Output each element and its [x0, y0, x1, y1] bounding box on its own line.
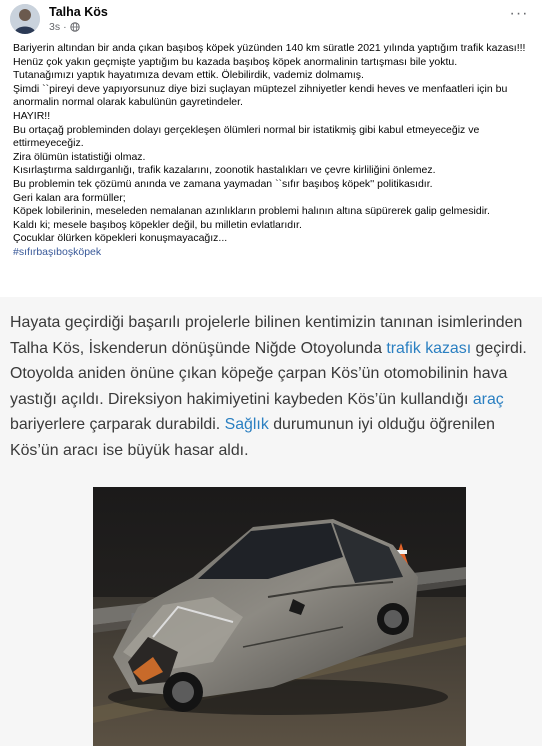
post-paragraph: Bu problemin tek çözümü anında ve zamana yaymadan ``sıfır başıboş köpek'' politikasıdır. — [13, 177, 433, 190]
post-paragraph: HAYIR!! — [13, 109, 51, 122]
globe-icon — [70, 22, 80, 32]
shared-article-screenshot — [0, 297, 542, 746]
post-paragraph: Şimdi ``pireyi deve yapıyorsunuz diye bizi suçlayan müptezel zihniyetler kendi heves ve menfaatleri için bu anormalin normal olarak kabulünün gayretindeler. — [13, 82, 508, 109]
crashed-car-photo — [93, 487, 466, 746]
post-paragraph: Bariyerin altından bir anda çıkan başıboş köpek yüzünden 140 km süratle 2021 yılında yaptığım trafik kazası!!! — [13, 42, 526, 54]
crashed-car-illustration — [93, 487, 466, 746]
post-paragraph: Henüz çok yakın geçmişte yaptığım bu kazada başıboş köpek anormalinin tartışması bile yoktu. — [13, 55, 458, 68]
meta-separator: · — [63, 21, 67, 33]
post-paragraph: Köpek lobilerinin, meseleden nemalanan azınlıkların problemi halının altına süpürerek galip gelmesidir. — [13, 205, 490, 218]
more-dots-icon: ··· — [509, 5, 529, 22]
author-name[interactable]: Talha Kös — [49, 5, 108, 19]
post-text — [13, 42, 533, 260]
link-trafik-kazasi[interactable]: trafik kazası — [386, 339, 472, 357]
avatar-image — [10, 4, 40, 34]
post-paragraph: Bu ortaçağ probleminden dolayı gerçekleşen ölümleri normal bir istatikmiş gibi kabul etmeyeceğiz ve ettirmeyeceğiz. — [13, 123, 480, 150]
post-paragraph: Kaldı ki; mesele başıboş köpekler değil, bu milletin evlatlarıdır. — [13, 218, 302, 231]
article-text-segment: Hayata geçirdiği başarılı projelerle bilinen kentimizin tanınan isimlerinden Talha Kös, İskenderun dönüşünde Niğde Otoyolunda — [10, 314, 523, 357]
hashtag-link[interactable]: #sıfırbaşıboşköpek — [13, 245, 102, 258]
post-paragraph: Çocuklar ölürken köpekleri konuşmayacağız... — [13, 232, 228, 245]
post-paragraph: Kısırlaştırma saldırganlığı, trafik kazalarını, zoonotik hastalıkları ve çevre kirliliğini önlemez. — [13, 164, 436, 177]
post-time[interactable]: 3s — [49, 21, 61, 33]
more-options-button[interactable] — [508, 5, 530, 23]
post-paragraph: Tutanağımızı yaptık hayatımıza devam ettik. Ölebilirdik, vademiz dolmamış. — [13, 69, 364, 82]
article-text-segment: durumunun iyi olduğu öğrenilen Kös’ün aracı ise büyük hasar aldı. — [10, 416, 495, 459]
post-paragraph: Geri kalan ara formüller; — [13, 191, 126, 204]
article-text-segment: bariyerlere çarparak durabildi. — [10, 416, 225, 434]
post-header — [0, 0, 542, 40]
article-text-segment: geçirdi. Otoyolda aniden önüne çıkan köpeğe çarpan Kös’ün otomobilinin hava yastığı açıldı. Direksiyon hakimiyetini kaybeden Kös’ün kullandığı — [10, 339, 527, 408]
post-meta — [49, 21, 80, 33]
link-saglik[interactable]: Sağlık — [224, 416, 269, 434]
avatar[interactable] — [10, 4, 40, 34]
link-arac[interactable]: araç — [472, 390, 504, 408]
article-text — [10, 310, 535, 464]
post-paragraph: Zira ölümün istatistiği olmaz. — [13, 150, 146, 163]
